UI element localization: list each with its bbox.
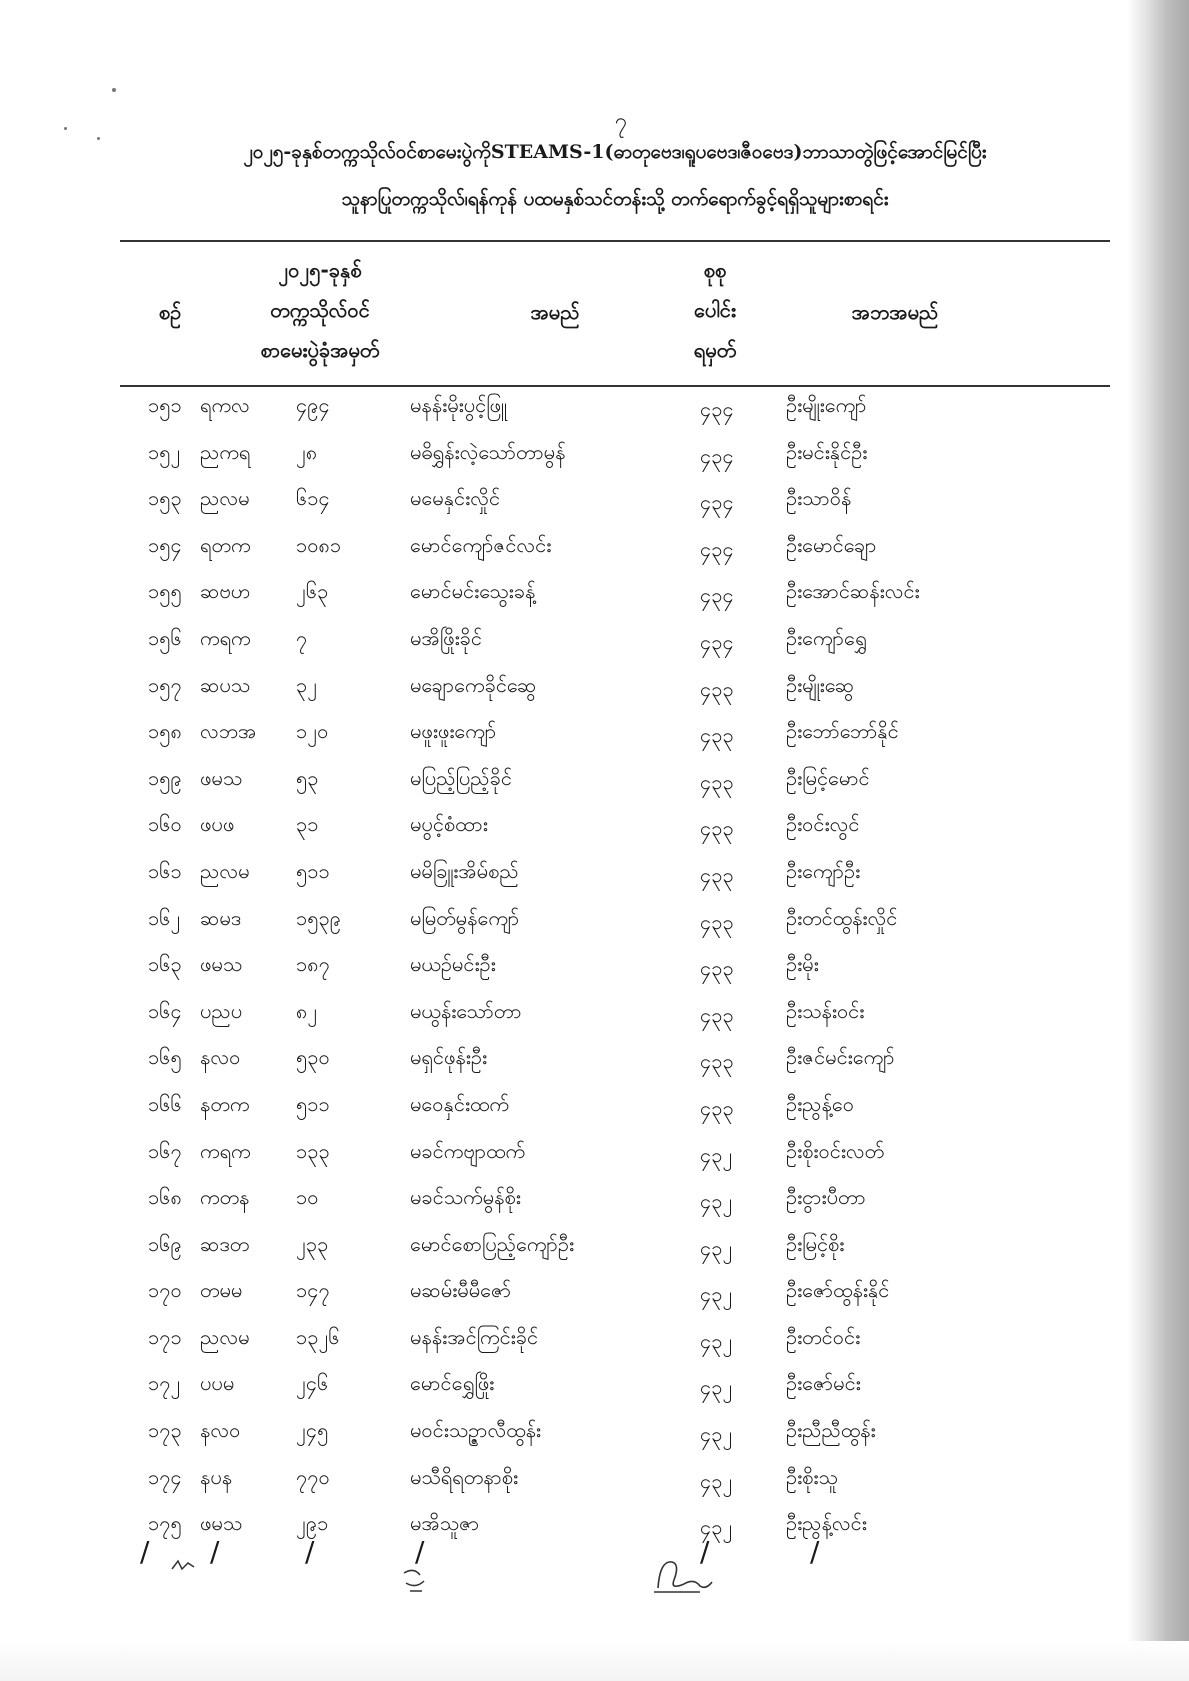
exam-code-cell: တမမ	[200, 1278, 243, 1303]
table-row	[0, 1034, 1189, 1081]
exam-code-cell: ရတက	[200, 532, 251, 557]
serial-cell: ၁၅၆	[148, 625, 182, 650]
score-cell: ၄၃၃	[700, 769, 734, 794]
header-exam-line-1: ၂၀၂၅-ခုနှစ်	[278, 258, 362, 282]
table-row	[0, 801, 1189, 848]
serial-cell: ၁၅၃	[148, 486, 182, 511]
exam-number-cell: ၅၁၁	[296, 858, 330, 883]
father-name-cell: ဦးသာဝိန်	[786, 486, 852, 511]
score-cell: ၄၃၂	[700, 1328, 733, 1353]
serial-cell: ၁၆၉	[148, 1231, 182, 1256]
serial-cell: ၁၅၇	[148, 672, 182, 697]
exam-code-cell: ကရက	[200, 1138, 251, 1163]
exam-code-cell: ဖမသ	[200, 765, 243, 790]
table-row	[0, 1360, 1189, 1407]
score-cell: ၄၃၃	[700, 956, 734, 981]
score-cell: ၄၃၄	[700, 490, 734, 515]
score-cell: ၄၃၂	[700, 1235, 733, 1260]
table-row	[0, 1081, 1189, 1128]
exam-code-cell: ညကရ	[200, 439, 251, 464]
score-cell: ၄၃၂	[700, 1189, 733, 1214]
scan-speck	[97, 137, 100, 140]
name-cell: မောင်ကျော်ဇင်လင်း	[410, 532, 552, 557]
exam-code-cell: နတက	[200, 1091, 250, 1116]
father-name-cell: ဦးမျိုးကျော်	[786, 393, 867, 417]
table-row	[0, 1221, 1189, 1268]
name-cell: မောင်စောပြည့်ကျော်ဦး	[410, 1231, 575, 1256]
father-name-cell: ဦးကျော်ရွှေ	[786, 625, 867, 650]
name-cell: မဝေနှင်းထက်	[410, 1091, 509, 1116]
table-row	[0, 429, 1189, 476]
score-cell: ၄၃၄	[700, 397, 734, 421]
exam-number-cell: ၁၃၃	[296, 1138, 330, 1163]
serial-cell: ၁၆၈	[148, 1185, 182, 1210]
header-score-line-2: ပေါင်း	[694, 298, 736, 322]
exam-number-cell: ၂၃၃	[296, 1231, 329, 1256]
serial-cell: ၁၆၃	[148, 952, 182, 977]
score-cell: ၄၃၂	[700, 1282, 733, 1307]
document-title-line-1: ၂၀၂၅-ခုနှစ်တက္ကသိုလ်ဝင်စာမေးပွဲကိုSTEAMS-1(ဓာတုဗေဒ၊ရူပဗေဒ၊ဇီဝဗေဒ)ဘာသာတွဲဖြင့်အောင်မြင်ပြီး	[243, 141, 987, 163]
table-row	[0, 895, 1189, 942]
exam-code-cell: ဖမသ	[200, 952, 243, 977]
score-cell: ၄၃၃	[700, 1002, 734, 1027]
serial-cell: ၁၇၄	[148, 1464, 182, 1489]
father-name-cell: ဦးမိုး	[786, 952, 819, 977]
name-cell: မမိခြူးအိမ်စည်	[410, 858, 519, 883]
name-cell: မအိဖြိုးခိုင်	[410, 625, 482, 650]
exam-number-cell: ၈၂	[296, 998, 318, 1023]
table-row	[0, 1128, 1189, 1175]
exam-number-cell: ၁၄၇	[296, 1278, 330, 1303]
table-row	[0, 848, 1189, 895]
exam-code-cell: ဆမဒ	[200, 905, 242, 930]
score-cell: ၄၃၄	[700, 629, 734, 654]
name-cell: မယွန်းသော်တာ	[410, 998, 522, 1023]
exam-number-cell: ၁၂၀	[296, 719, 329, 744]
name-cell: မနန်းအင်ကြင်းခိုင်	[410, 1324, 539, 1349]
table-row	[0, 1174, 1189, 1221]
score-cell: ၄၃၃	[700, 1049, 734, 1074]
table-row	[0, 1314, 1189, 1361]
father-name-cell: ဦးဇော်ထွန်းနိုင်	[786, 1278, 890, 1303]
serial-cell: ၁၆၂	[148, 905, 181, 930]
name-cell: မယဉ်မင်းဦး	[410, 952, 496, 977]
exam-code-cell: ဖမသ	[200, 1511, 243, 1536]
father-name-cell: ဦးကျော်ဦး	[786, 858, 861, 883]
exam-code-cell: ဆဗဟ	[200, 579, 251, 604]
table-body	[0, 382, 1189, 1547]
page-footer-marks	[0, 1535, 1189, 1615]
serial-cell: ၁၆၄	[148, 998, 182, 1023]
father-name-cell: ဦးမြင့်မောင်	[786, 765, 870, 790]
score-cell: ၄၃၂	[700, 1515, 733, 1540]
serial-cell: ၁၇၁	[148, 1324, 182, 1349]
name-cell: မသီရိရတနာစိုး	[410, 1464, 519, 1489]
exam-code-cell: နပန	[200, 1464, 233, 1489]
father-name-cell: ဦးတင်ထွန်းလှိုင်	[786, 905, 898, 930]
score-cell: ၄၃၃	[700, 862, 734, 887]
header-exam-number	[220, 250, 420, 370]
name-cell: မဝင်းသဉ္ဇာလီထွန်း	[410, 1418, 541, 1443]
exam-number-cell: ၅၃	[296, 765, 319, 790]
score-cell: ၄၃၂	[700, 1142, 733, 1167]
exam-number-cell: ၃၁	[296, 812, 319, 837]
exam-code-cell: နလဝ	[200, 1045, 241, 1070]
exam-number-cell: ၁၈၇	[296, 952, 330, 977]
table-row	[0, 755, 1189, 802]
score-cell: ၄၃၃	[700, 816, 734, 841]
exam-code-cell: ကတန	[200, 1185, 250, 1210]
serial-cell: ၁၅၂	[148, 439, 181, 464]
father-name-cell: ဦးမြင့်စိုး	[786, 1231, 845, 1256]
tick-mark: /	[700, 1535, 710, 1568]
table-row	[0, 1454, 1189, 1501]
exam-number-cell: ၂၄၆	[296, 1371, 329, 1396]
score-cell: ၄၃၂	[700, 1422, 733, 1447]
exam-code-cell: ပပမ	[200, 1371, 235, 1396]
header-exam-line-2: တက္ကသိုလ်ဝင်	[270, 298, 370, 322]
name-cell: မဓိရွှန်းလဲ့သော်တာမွန်	[410, 439, 566, 464]
exam-code-cell: ဆဒတ	[200, 1231, 250, 1256]
tick-mark: /	[415, 1535, 425, 1568]
document-title-line-2: သူနာပြုတက္ကသိုလ်၊ရန်ကုန် ပထမနှစ်သင်တန်းသို့ တက်ရောက်ခွင့်ရရှိသူများစာရင်း	[341, 188, 889, 210]
serial-cell: ၁၇၀	[148, 1278, 182, 1303]
serial-cell: ၁၆၁	[148, 858, 182, 883]
initial-mark	[400, 1565, 430, 1595]
table-row	[0, 615, 1189, 662]
father-name-cell: ဦးဇင်မင်းကျော်	[786, 1045, 895, 1070]
tick-mark: /	[210, 1535, 220, 1568]
father-name-cell: ဦးညီညီထွန်း	[786, 1418, 876, 1443]
serial-cell: ၁၅၉	[148, 765, 182, 790]
exam-number-cell: ၁၀၈၁	[296, 532, 342, 557]
exam-number-cell: ၄၉၄	[296, 393, 330, 417]
father-name-cell: ဦးစိုးသူ	[786, 1464, 838, 1489]
serial-cell: ၁၇၅	[148, 1511, 182, 1536]
exam-code-cell: ကရက	[200, 625, 251, 650]
serial-cell: ၁၅၅	[148, 579, 182, 604]
exam-number-cell: ၂၆၃	[296, 579, 329, 604]
father-name-cell: ဦးဘော်ဘော်နိုင်	[786, 719, 899, 744]
name-cell: မမေနှင်းလှိုင်	[410, 486, 501, 511]
name-cell: မချောကေခိုင်ဆွေ	[410, 672, 537, 697]
table-row	[0, 568, 1189, 615]
table-row	[0, 1267, 1189, 1314]
serial-cell: ၁၆၇	[148, 1138, 182, 1163]
father-name-cell: ဦးငွားပီတာ	[786, 1185, 866, 1210]
table-row	[0, 708, 1189, 755]
header-score-line-1: စုစု	[703, 258, 727, 282]
name-cell: မပြည့်ပြည့်ခိုင်	[410, 765, 512, 790]
name-cell: မမြတ်မွန်ကျော်	[410, 905, 520, 930]
name-cell: မဖူးဖူးကျော်	[410, 719, 497, 744]
exam-code-cell: ညလမ	[200, 1324, 250, 1349]
father-name-cell: ဦးစိုးဝင်းလတ်	[786, 1138, 885, 1163]
exam-number-cell: ၂၉၁	[296, 1511, 329, 1536]
father-name-cell: ဦးဇော်မင်း	[786, 1371, 861, 1396]
exam-code-cell: ရကလ	[200, 393, 250, 417]
score-cell: ၄၃၂	[700, 1375, 733, 1400]
initial-mark	[170, 1555, 200, 1575]
exam-number-cell: ၁၀	[296, 1185, 319, 1210]
score-cell: ၄၃၃	[700, 676, 734, 701]
name-cell: မအိသူဇာ	[410, 1511, 480, 1536]
name-cell: မခင်ကဗျာထက်	[410, 1138, 526, 1163]
name-cell: မောင်မင်းသွေးခန့်	[410, 579, 536, 604]
tick-mark: /	[305, 1535, 315, 1568]
serial-cell: ၁၆၆	[148, 1091, 182, 1116]
serial-cell: ၁၆၀	[148, 812, 182, 837]
table-row	[0, 382, 1189, 429]
name-cell: မပွင့်စံထား	[410, 812, 488, 837]
serial-cell: ၁၇၂	[148, 1371, 181, 1396]
name-cell: မရှင်ဖုန်းဦး	[410, 1045, 488, 1070]
header-score-line-3: ရမှတ်	[693, 338, 737, 362]
table-row	[0, 662, 1189, 709]
name-cell: မခင်သက်မွန်စိုး	[410, 1185, 521, 1210]
score-cell: ၄၃၃	[700, 909, 734, 934]
exam-number-cell: ၅၃၀	[296, 1045, 330, 1070]
score-cell: ၄၃၄	[700, 583, 734, 608]
exam-code-cell: ညလမ	[200, 486, 250, 511]
exam-number-cell: ၂၈	[296, 439, 318, 464]
exam-number-cell: ၇	[296, 625, 308, 650]
table-row	[0, 1407, 1189, 1454]
score-cell: ၄၃၄	[700, 536, 734, 561]
name-cell: မနန်းမိုးပွင့်ဖြူ	[410, 393, 507, 417]
serial-cell: ၁၅၄	[148, 532, 182, 557]
serial-cell: ၁၅၈	[148, 719, 182, 744]
header-father-name: အဘအမည်	[851, 300, 939, 324]
header-serial: စဉ်	[158, 300, 182, 324]
name-cell: မဆမ်းမီမီဇော်	[410, 1278, 512, 1303]
page-number: ၇	[614, 109, 628, 134]
father-name-cell: ဦးမောင်ချော	[786, 532, 877, 557]
exam-number-cell: ၆၁၄	[296, 486, 330, 511]
father-name-cell: ဦးညွန့်ဝေ	[786, 1091, 854, 1116]
father-name-cell: ဦးမင်းနိုင်ဦး	[786, 439, 868, 464]
father-name-cell: ဦးတင်ဝင်း	[786, 1324, 861, 1349]
score-cell: ၄၃၃	[700, 1095, 734, 1120]
exam-code-cell: ဖပဖ	[200, 812, 235, 837]
table-row	[0, 988, 1189, 1035]
header-exam-line-3: စာမေးပွဲခုံအမှတ်	[260, 338, 380, 362]
exam-number-cell: ၂၄၅	[296, 1418, 329, 1443]
table-row	[0, 941, 1189, 988]
exam-code-cell: နလဝ	[200, 1418, 241, 1443]
serial-cell: ၁၅၁	[148, 393, 182, 417]
score-cell: ၄၃၂	[700, 1468, 733, 1493]
father-name-cell: ဦးအောင်ဆန်းလင်း	[786, 579, 920, 604]
father-name-cell: ဦးညွန့်လင်း	[786, 1511, 867, 1536]
tick-mark: /	[810, 1535, 820, 1568]
exam-code-cell: ညလမ	[200, 858, 250, 883]
serial-cell: ၁၇၃	[148, 1418, 182, 1443]
name-cell: မောင်ရွှေဖြိုး	[410, 1371, 495, 1396]
table-row	[0, 475, 1189, 522]
header-name: အမည်	[530, 300, 580, 324]
tick-mark: /	[140, 1535, 150, 1568]
exam-number-cell: ၁၃၂၆	[296, 1324, 340, 1349]
score-cell: ၄၃၄	[700, 443, 734, 468]
exam-code-cell: ဆပသ	[200, 672, 251, 697]
serial-cell: ၁၆၅	[148, 1045, 182, 1070]
exam-number-cell: ၁၅၃၉	[296, 905, 341, 930]
scan-speck	[112, 88, 116, 92]
page-bottom-edge	[0, 1641, 1189, 1681]
score-cell: ၄၃၃	[700, 723, 734, 748]
signature-mark	[650, 1550, 720, 1600]
father-name-cell: ဦးသန်းဝင်း	[786, 998, 865, 1023]
father-name-cell: ဦးမျိုးဆွေ	[786, 672, 855, 697]
table-top-rule	[120, 240, 1110, 242]
exam-number-cell: ၅၁၁	[296, 1091, 330, 1116]
scan-speck	[64, 127, 67, 130]
father-name-cell: ဦးဝင်းလွင်	[786, 812, 860, 837]
exam-code-cell: လဘအ	[200, 719, 257, 744]
table-row	[0, 522, 1189, 569]
exam-number-cell: ၇၇၀	[296, 1464, 330, 1489]
header-total-score	[670, 250, 760, 370]
exam-code-cell: ပညပ	[200, 998, 243, 1023]
exam-number-cell: ၃၂	[296, 672, 318, 697]
